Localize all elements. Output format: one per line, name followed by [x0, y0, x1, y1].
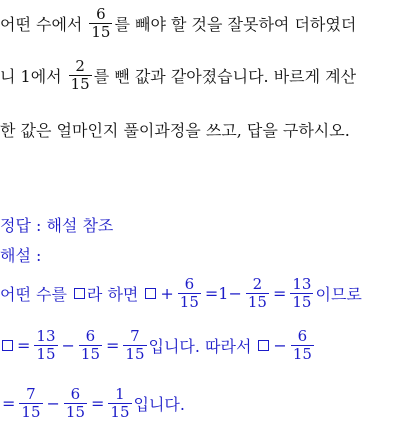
explanation-step-2: = $\frac{13}{15}$ − $\frac{6}{15}$ = $\frac{7}{15}$ 입니다. 따라서 − $\frac{6}{15}$: [0, 328, 316, 363]
fraction: $\frac{7}{15}$: [21, 385, 41, 421]
problem-line-2: [0, 58, 356, 93]
problem-line-2-post: 를 뺀 값과 같아졌습니다. 바르게 계산: [93, 67, 357, 86]
unknown-box: [258, 340, 269, 351]
unknown-box: [145, 288, 156, 299]
unknown-box: [74, 288, 85, 299]
fraction: $\frac{6}{15}$: [80, 327, 100, 363]
problem-line-2-pre: 니 1에서: [0, 67, 62, 86]
problem-line-1-post: 를 빼야 할 것을 잘못하여 더하였더: [114, 15, 357, 34]
unknown-box: [2, 340, 13, 351]
fraction: $\frac{13}{15}$: [36, 327, 56, 363]
answer-label: 정답 : 해설 참조: [0, 216, 114, 235]
fraction: $\frac{6}{15}$: [292, 327, 312, 363]
fraction-6-15: $\frac{6}{15}$: [91, 5, 111, 41]
fraction: $\frac{6}{15}$: [179, 275, 199, 311]
fraction: $\frac{2}{15}$: [247, 275, 267, 311]
fraction: $\frac{1}{15}$: [110, 385, 130, 421]
explanation-step-3: = $\frac{7}{15}$ − $\frac{6}{15}$ = $\frac{1}{15}$ 입니다.: [2, 385, 185, 421]
fraction: $\frac{13}{15}$: [292, 275, 312, 311]
fraction: $\frac{7}{15}$: [125, 327, 145, 363]
problem-line-1-pre: 어떤 수에서: [0, 15, 83, 34]
problem-line-3: [0, 118, 350, 141]
explanation-step-1: 어떤 수를 라 하면 + $\frac{6}{15}$ =1− $\frac{2}{15}$ = $\frac{13}{15}$ 이므로: [0, 275, 362, 311]
problem-line-1: [0, 6, 356, 41]
explanation-label: 해설 :: [0, 246, 42, 265]
fraction: $\frac{6}{15}$: [65, 385, 85, 421]
problem-line-3-text: 한 값은 얼마인지 풀이과정을 쓰고, 답을 구하시오.: [0, 121, 350, 140]
fraction-2-15: $\frac{2}{15}$: [70, 57, 90, 93]
